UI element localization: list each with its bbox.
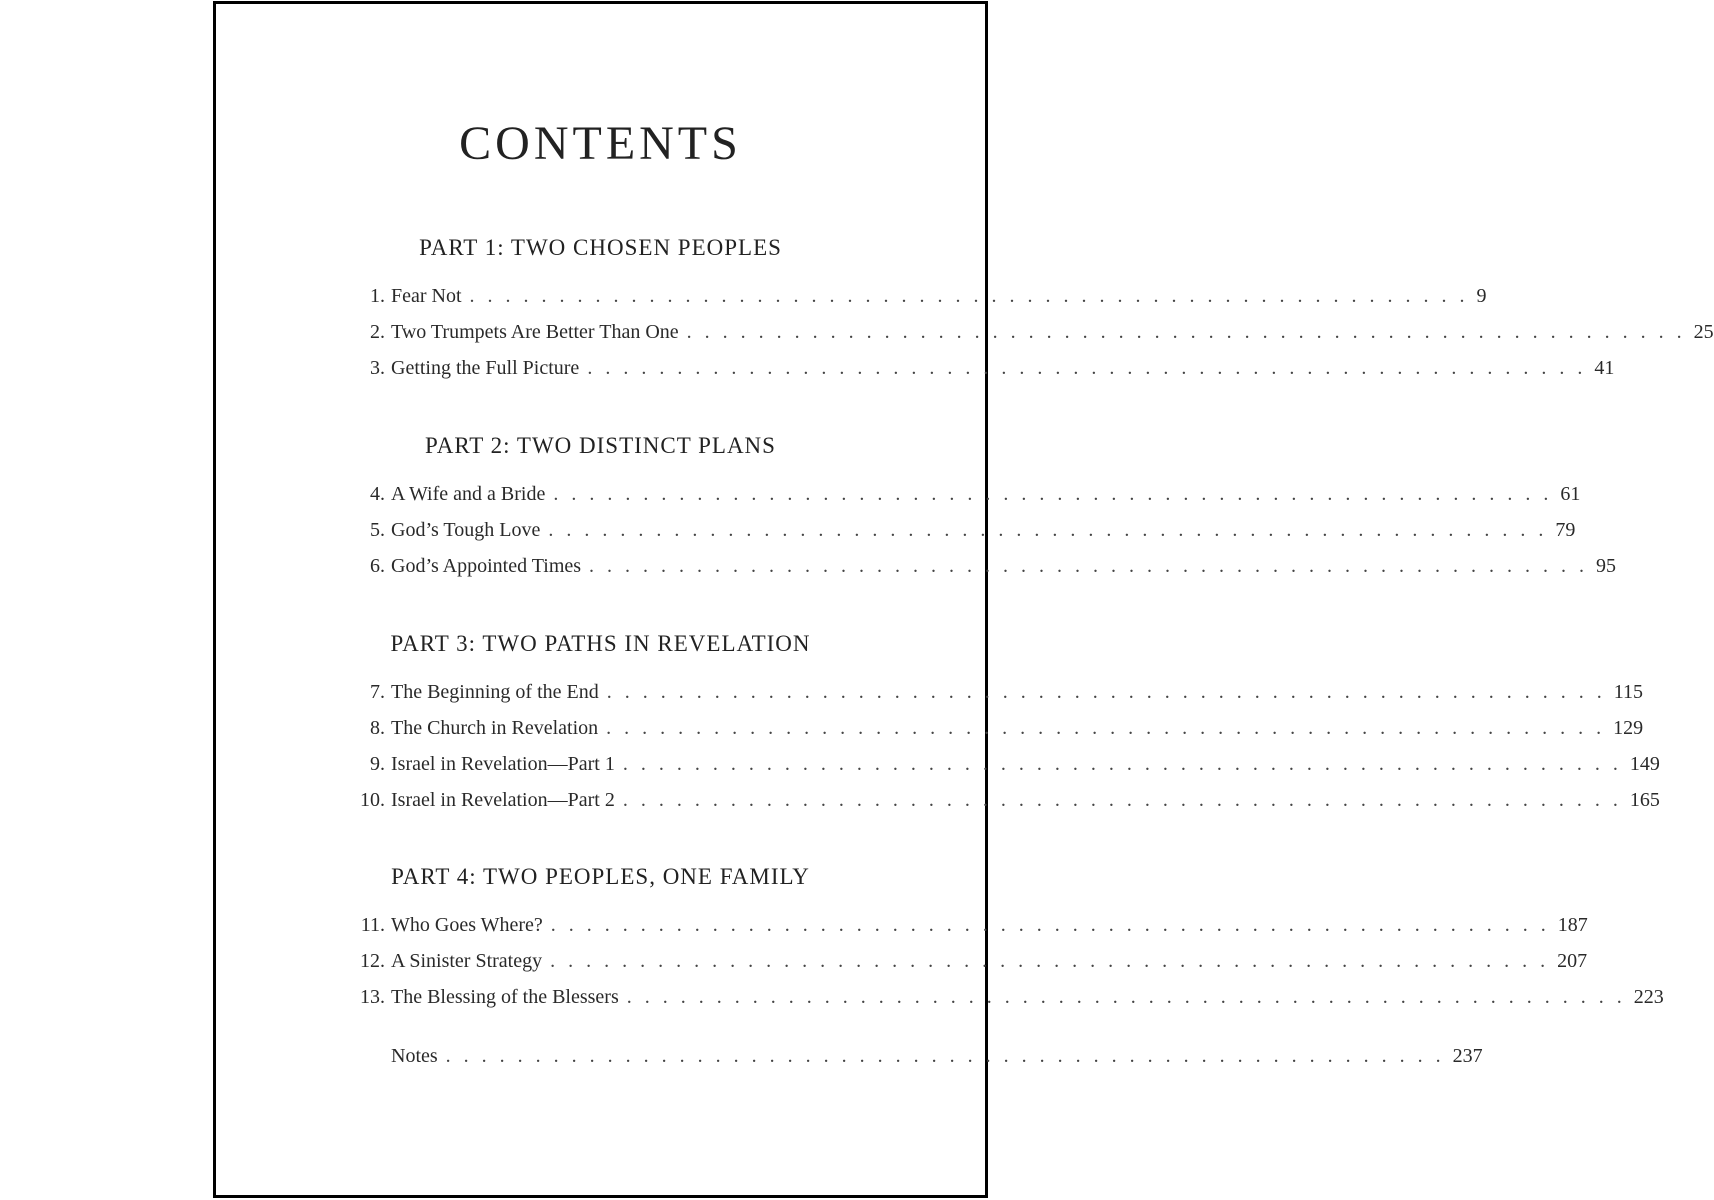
dot-leader: . . . . . . . . . . . . . . . . . . . . . . . . . . . . . . . . . . . . . . . . . . . . . . . . . . . . . . . . (622, 753, 1622, 775)
chapter-title: God’s Appointed Times (391, 555, 582, 577)
chapter-number: 12. (360, 950, 385, 972)
chapter-title: Getting the Full Picture (391, 357, 580, 379)
toc-entry[interactable] (341, 946, 1588, 976)
part-heading: PART 4: TWO PEOPLES, ONE FAMILY (391, 864, 810, 889)
dot-leader: . . . . . . . . . . . . . . . . . . . . . . . . . . . . . . . . . . . . . . . . . . . . . . . . . . . . . . . . (686, 321, 1686, 343)
chapter-number: 6. (370, 555, 385, 577)
dot-leader: . . . . . . . . . . . . . . . . . . . . . . . . . . . . . . . . . . . . . . . . . . . . . . . . . . . . . . . . (553, 483, 1553, 505)
toc-entry[interactable] (341, 749, 1660, 779)
chapter-title: The Beginning of the End (391, 681, 599, 703)
toc-entry[interactable] (341, 677, 1643, 707)
page-number: 95 (1596, 555, 1617, 577)
part-heading: PART 3: TWO PATHS IN REVELATION (390, 631, 811, 656)
page-number: 61 (1560, 483, 1581, 505)
dot-leader: . . . . . . . . . . . . . . . . . . . . . . . . . . . . . . . . . . . . . . . . . . . . . . . . . . . . . . . . (548, 519, 1548, 541)
chapter-number: 3. (370, 357, 385, 379)
toc-entry[interactable] (341, 982, 1664, 1012)
page-number: 237 (1452, 1045, 1483, 1067)
chapter-number: 4. (370, 483, 385, 505)
toc-entry[interactable] (341, 910, 1588, 940)
dot-leader: . . . . . . . . . . . . . . . . . . . . . . . . . . . . . . . . . . . . . . . . . . . . . . . . . . . . . . . . (469, 285, 1469, 307)
chapter-title: The Blessing of the Blessers (391, 986, 619, 1008)
chapter-number: 10. (360, 789, 385, 811)
page-number: 207 (1557, 950, 1588, 972)
chapter-number: 9. (370, 753, 385, 775)
chapter-title: Notes (391, 1045, 438, 1067)
dot-leader: . . . . . . . . . . . . . . . . . . . . . . . . . . . . . . . . . . . . . . . . . . . . . . . . . . . . . . . . (606, 681, 1606, 703)
page-number: 165 (1629, 789, 1660, 811)
part-heading: PART 1: TWO CHOSEN PEOPLES (419, 235, 782, 260)
chapter-number: 11. (360, 914, 385, 936)
chapter-title: Fear Not (391, 285, 462, 307)
dot-leader: . . . . . . . . . . . . . . . . . . . . . . . . . . . . . . . . . . . . . . . . . . . . . . . . . . . . . . . . (445, 1045, 1445, 1067)
page-number: 223 (1633, 986, 1664, 1008)
dot-leader: . . . . . . . . . . . . . . . . . . . . . . . . . . . . . . . . . . . . . . . . . . . . . . . . . . . . . . . . (589, 555, 1589, 577)
toc-entry[interactable] (341, 713, 1644, 743)
toc-entry[interactable] (341, 317, 1714, 347)
page-number: 115 (1613, 681, 1643, 703)
page-number: 149 (1629, 753, 1660, 775)
page-title: CONTENTS (459, 117, 742, 170)
dot-leader: . . . . . . . . . . . . . . . . . . . . . . . . . . . . . . . . . . . . . . . . . . . . . . . . . . . . . . . . (587, 357, 1587, 379)
chapter-title: God’s Tough Love (391, 519, 541, 541)
toc-entry[interactable] (341, 785, 1660, 815)
chapter-number: 5. (370, 519, 385, 541)
chapter-title: Who Goes Where? (391, 914, 543, 936)
dot-leader: . . . . . . . . . . . . . . . . . . . . . . . . . . . . . . . . . . . . . . . . . . . . . . . . . . . . . . . . (606, 717, 1606, 739)
toc-entry[interactable] (341, 479, 1581, 509)
page-number: 129 (1613, 717, 1644, 739)
page-number: 9 (1476, 285, 1487, 307)
chapter-number: 8. (370, 717, 385, 739)
dot-leader: . . . . . . . . . . . . . . . . . . . . . . . . . . . . . . . . . . . . . . . . . . . . . . . . . . . . . . . . (626, 986, 1626, 1008)
chapter-number: 7. (370, 681, 385, 703)
book-page (213, 1, 1714, 1198)
chapter-number: 13. (360, 986, 385, 1008)
toc-entry[interactable] (341, 515, 1576, 545)
chapter-title: Two Trumpets Are Better Than One (391, 321, 679, 343)
dot-leader: . . . . . . . . . . . . . . . . . . . . . . . . . . . . . . . . . . . . . . . . . . . . . . . . . . . . . . . . (550, 914, 1550, 936)
chapter-title: A Wife and a Bride (391, 483, 546, 505)
toc-entry[interactable] (341, 353, 1615, 383)
page-number: 79 (1555, 519, 1576, 541)
part-heading: PART 2: TWO DISTINCT PLANS (425, 433, 776, 458)
page-number: 41 (1594, 357, 1615, 379)
dot-leader: . . . . . . . . . . . . . . . . . . . . . . . . . . . . . . . . . . . . . . . . . . . . . . . . . . . . . . . . (550, 950, 1550, 972)
chapter-number: 1. (370, 285, 385, 307)
toc-entry[interactable] (341, 281, 1487, 311)
page-number: 187 (1557, 914, 1588, 936)
dot-leader: . . . . . . . . . . . . . . . . . . . . . . . . . . . . . . . . . . . . . . . . . . . . . . . . . . . . . . . . (622, 789, 1622, 811)
chapter-title: A Sinister Strategy (391, 950, 543, 972)
chapter-title: The Church in Revelation (391, 717, 599, 739)
chapter-number: 2. (370, 321, 385, 343)
toc-entry[interactable] (341, 551, 1617, 581)
chapter-title: Israel in Revelation—Part 2 (391, 789, 615, 811)
chapter-title: Israel in Revelation—Part 1 (391, 753, 615, 775)
toc-entry-notes[interactable] (341, 1041, 1483, 1071)
page-number: 25 (1693, 321, 1714, 343)
